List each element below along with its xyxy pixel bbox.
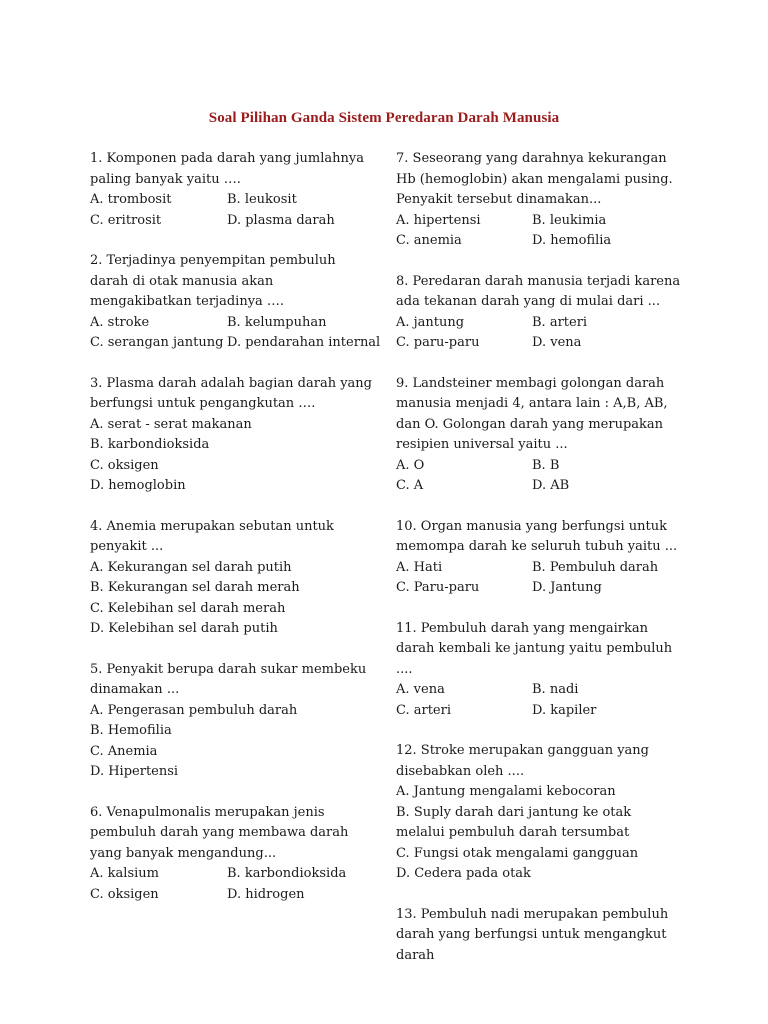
question-11 [396, 619, 681, 722]
options [396, 456, 681, 497]
option-a: A. hipertensi [396, 212, 481, 228]
option-d: D. pendarahan internal [227, 335, 381, 350]
question-stem: 4. Anemia merupakan sebutan untuk penyakit ... [90, 518, 334, 554]
option-d: D. Jantung [532, 580, 602, 595]
question-stem: 6. Venapulmonalis merupakan jenis pembuluh darah yang membawa darah yang banyak mengandung... [90, 804, 349, 861]
question-7 [396, 149, 681, 252]
question-stem: 3. Plasma darah adalah bagian darah yang berfungsi untuk pengangkutan …. [90, 375, 372, 411]
option-c: C. oksigen [90, 457, 159, 473]
options [90, 864, 375, 905]
question-13 [396, 905, 681, 967]
option-b: B. karbondioksida [90, 437, 210, 452]
question-3 [90, 374, 375, 497]
option-b: B. leukosit [227, 192, 297, 207]
option-a: A. Pengerasan pembuluh darah [90, 702, 298, 718]
question-stem: 7. Seseorang yang darahnya kekurangan Hb (hemoglobin) akan mengalami pusing. Penyakit tersebut dinamakan... [396, 151, 673, 207]
question-9 [396, 374, 681, 497]
options [396, 313, 681, 354]
option-c: C. arteri [396, 702, 452, 718]
right-column [396, 149, 681, 986]
question-stem: 9. Landsteiner membagi golongan darah manusia menjadi 4, antara lain : A,B, AB, dan O. Golongan darah yang merupakan resipien universal yaitu ... [396, 375, 668, 452]
question-stem: 13. Pembuluh nadi merupakan pembuluh darah yang berfungsi untuk mengangkut darah [396, 906, 669, 963]
option-b: B. kelumpuhan [227, 314, 327, 330]
question-stem: 2. Terjadinya penyempitan pembuluh darah di otak manusia akan mengakibatkan terjadinya …. [90, 253, 336, 309]
question-2 [90, 251, 381, 354]
options [90, 313, 381, 354]
option-c: C. A [396, 478, 424, 493]
question-4 [90, 517, 375, 640]
option-c: C. oksigen [90, 886, 159, 902]
option-b: B. arteri [532, 314, 588, 330]
option-a: A. trombosit [90, 192, 172, 207]
option-d: D. vena [532, 335, 582, 350]
option-b: B. Pembuluh darah [532, 559, 659, 575]
option-b: B. B [532, 457, 560, 473]
question-stem: 11. Pembuluh darah yang mengairkan darah kembali ke jantung yaitu pembuluh .... [396, 620, 673, 677]
option-a: A. O [396, 457, 425, 473]
option-b: B. leukimia [532, 212, 607, 228]
option-b: B. nadi [532, 682, 579, 697]
question-1 [90, 149, 375, 231]
option-a: A. Hati [396, 559, 443, 575]
document-title: Soal Pilihan Ganda Sistem Peredaran Darah Manusia [208, 110, 560, 126]
option-c: C. Paru-paru [396, 580, 480, 595]
option-b: B. karbondioksida [227, 866, 347, 881]
option-c: C. eritrosit [90, 212, 162, 228]
option-a: A. vena [396, 682, 445, 697]
option-d: D. Cedera pada otak [396, 866, 531, 881]
option-a: A. Kekurangan sel darah putih [90, 559, 292, 575]
option-d: D. Hipertensi [90, 764, 179, 779]
options [396, 558, 681, 599]
question-stem: 12. Stroke merupakan gangguan yang disebabkan oleh .... [396, 743, 649, 779]
options [396, 211, 681, 252]
question-12 [396, 741, 681, 885]
option-d: D. hidrogen [227, 886, 305, 902]
question-stem: 1. Komponen pada darah yang jumlahnya paling banyak yaitu …. [90, 151, 364, 187]
option-c: C. Fungsi otak mengalami gangguan [396, 845, 639, 861]
option-a: A. stroke [90, 314, 150, 330]
question-6 [90, 803, 375, 906]
options [90, 190, 375, 231]
option-c: C. Anemia [90, 743, 158, 759]
option-a: A. jantung [396, 314, 465, 330]
option-d: D. hemofilia [532, 233, 612, 248]
option-c: C. serangan jantung [90, 335, 224, 350]
option-a: A. Jantung mengalami kebocoran [396, 784, 616, 799]
question-8 [396, 272, 681, 354]
question-5 [90, 660, 375, 783]
question-stem: 10. Organ manusia yang berfungsi untuk memompa darah ke seluruh tubuh yaitu ... [396, 518, 678, 554]
option-b: B. Kekurangan sel darah merah [90, 580, 300, 595]
option-c: C. Kelebihan sel darah merah [90, 600, 286, 616]
option-d: D. Kelebihan sel darah putih [90, 621, 278, 636]
option-d: D. plasma darah [227, 212, 335, 228]
options [396, 680, 681, 721]
option-d: D. hemoglobin [90, 478, 186, 493]
option-d: D. AB [532, 478, 570, 493]
left-column [90, 149, 381, 925]
question-stem: 5. Penyakit berupa darah sukar membeku dinamakan ... [90, 661, 367, 697]
option-d: D. kapiler [532, 702, 597, 718]
question-stem: 8. Peredaran darah manusia terjadi karena ada tekanan darah yang di mulai dari ... [396, 273, 681, 309]
option-a: A. kalsium [90, 866, 159, 881]
option-a: A. serat - serat makanan [90, 416, 252, 432]
option-c: C. anemia [396, 233, 462, 248]
option-b: B. Hemofilia [90, 723, 172, 738]
question-10 [396, 517, 681, 599]
option-c: C. paru-paru [396, 335, 480, 350]
option-b: B. Suply darah dari jantung ke otak melalui pembuluh darah tersumbat [396, 804, 632, 840]
